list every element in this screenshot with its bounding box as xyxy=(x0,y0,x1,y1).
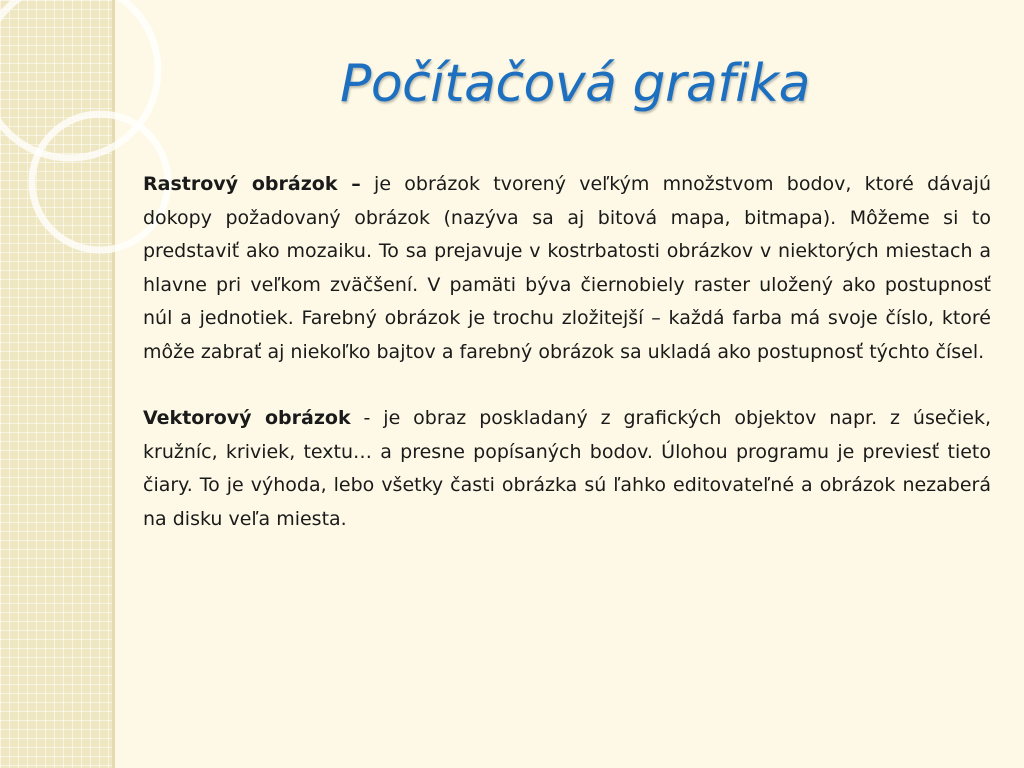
text-vector: - je obraz poskladaný z grafických objektov napr. z úsečiek, kružníc, kriviek, textu… a presne popísaných bodov. Úlohou programu je previesť tieto čiary. To je výhoda, lebo všetky časti obrázka sú ľahko editovateľné a obrázok nezaberá na disku veľa miesta. xyxy=(143,407,991,530)
term-vector: Vektorový obrázok xyxy=(143,407,351,429)
paragraph-raster xyxy=(143,168,991,369)
slide-title: Počítačová grafika xyxy=(339,54,811,114)
term-raster: Rastrový obrázok – xyxy=(143,173,361,195)
text-raster: je obrázok tvorený veľkým množstvom bodov, ktoré dávajú dokopy požadovaný obrázok (nazýva sa aj bitová mapa, bitmapa). Môžeme si to predstaviť ako mozaiku. To sa prejavuje v kostrbatosti obrázkov v niektorých miestach a hlavne pri veľkom zväčšení. V pamäti býva čiernobiely raster uložený ako postupnosť núl a jednotiek. Farebný obrázok je trochu zložitejší – každá farba má svoje číslo, ktoré môže zabrať aj niekoľko bajtov a farebný obrázok sa ukladá ako postupnosť týchto čísel. xyxy=(143,173,991,363)
slide-body xyxy=(143,168,991,536)
paragraph-vector xyxy=(143,402,991,536)
deco-ring-top xyxy=(0,0,158,158)
